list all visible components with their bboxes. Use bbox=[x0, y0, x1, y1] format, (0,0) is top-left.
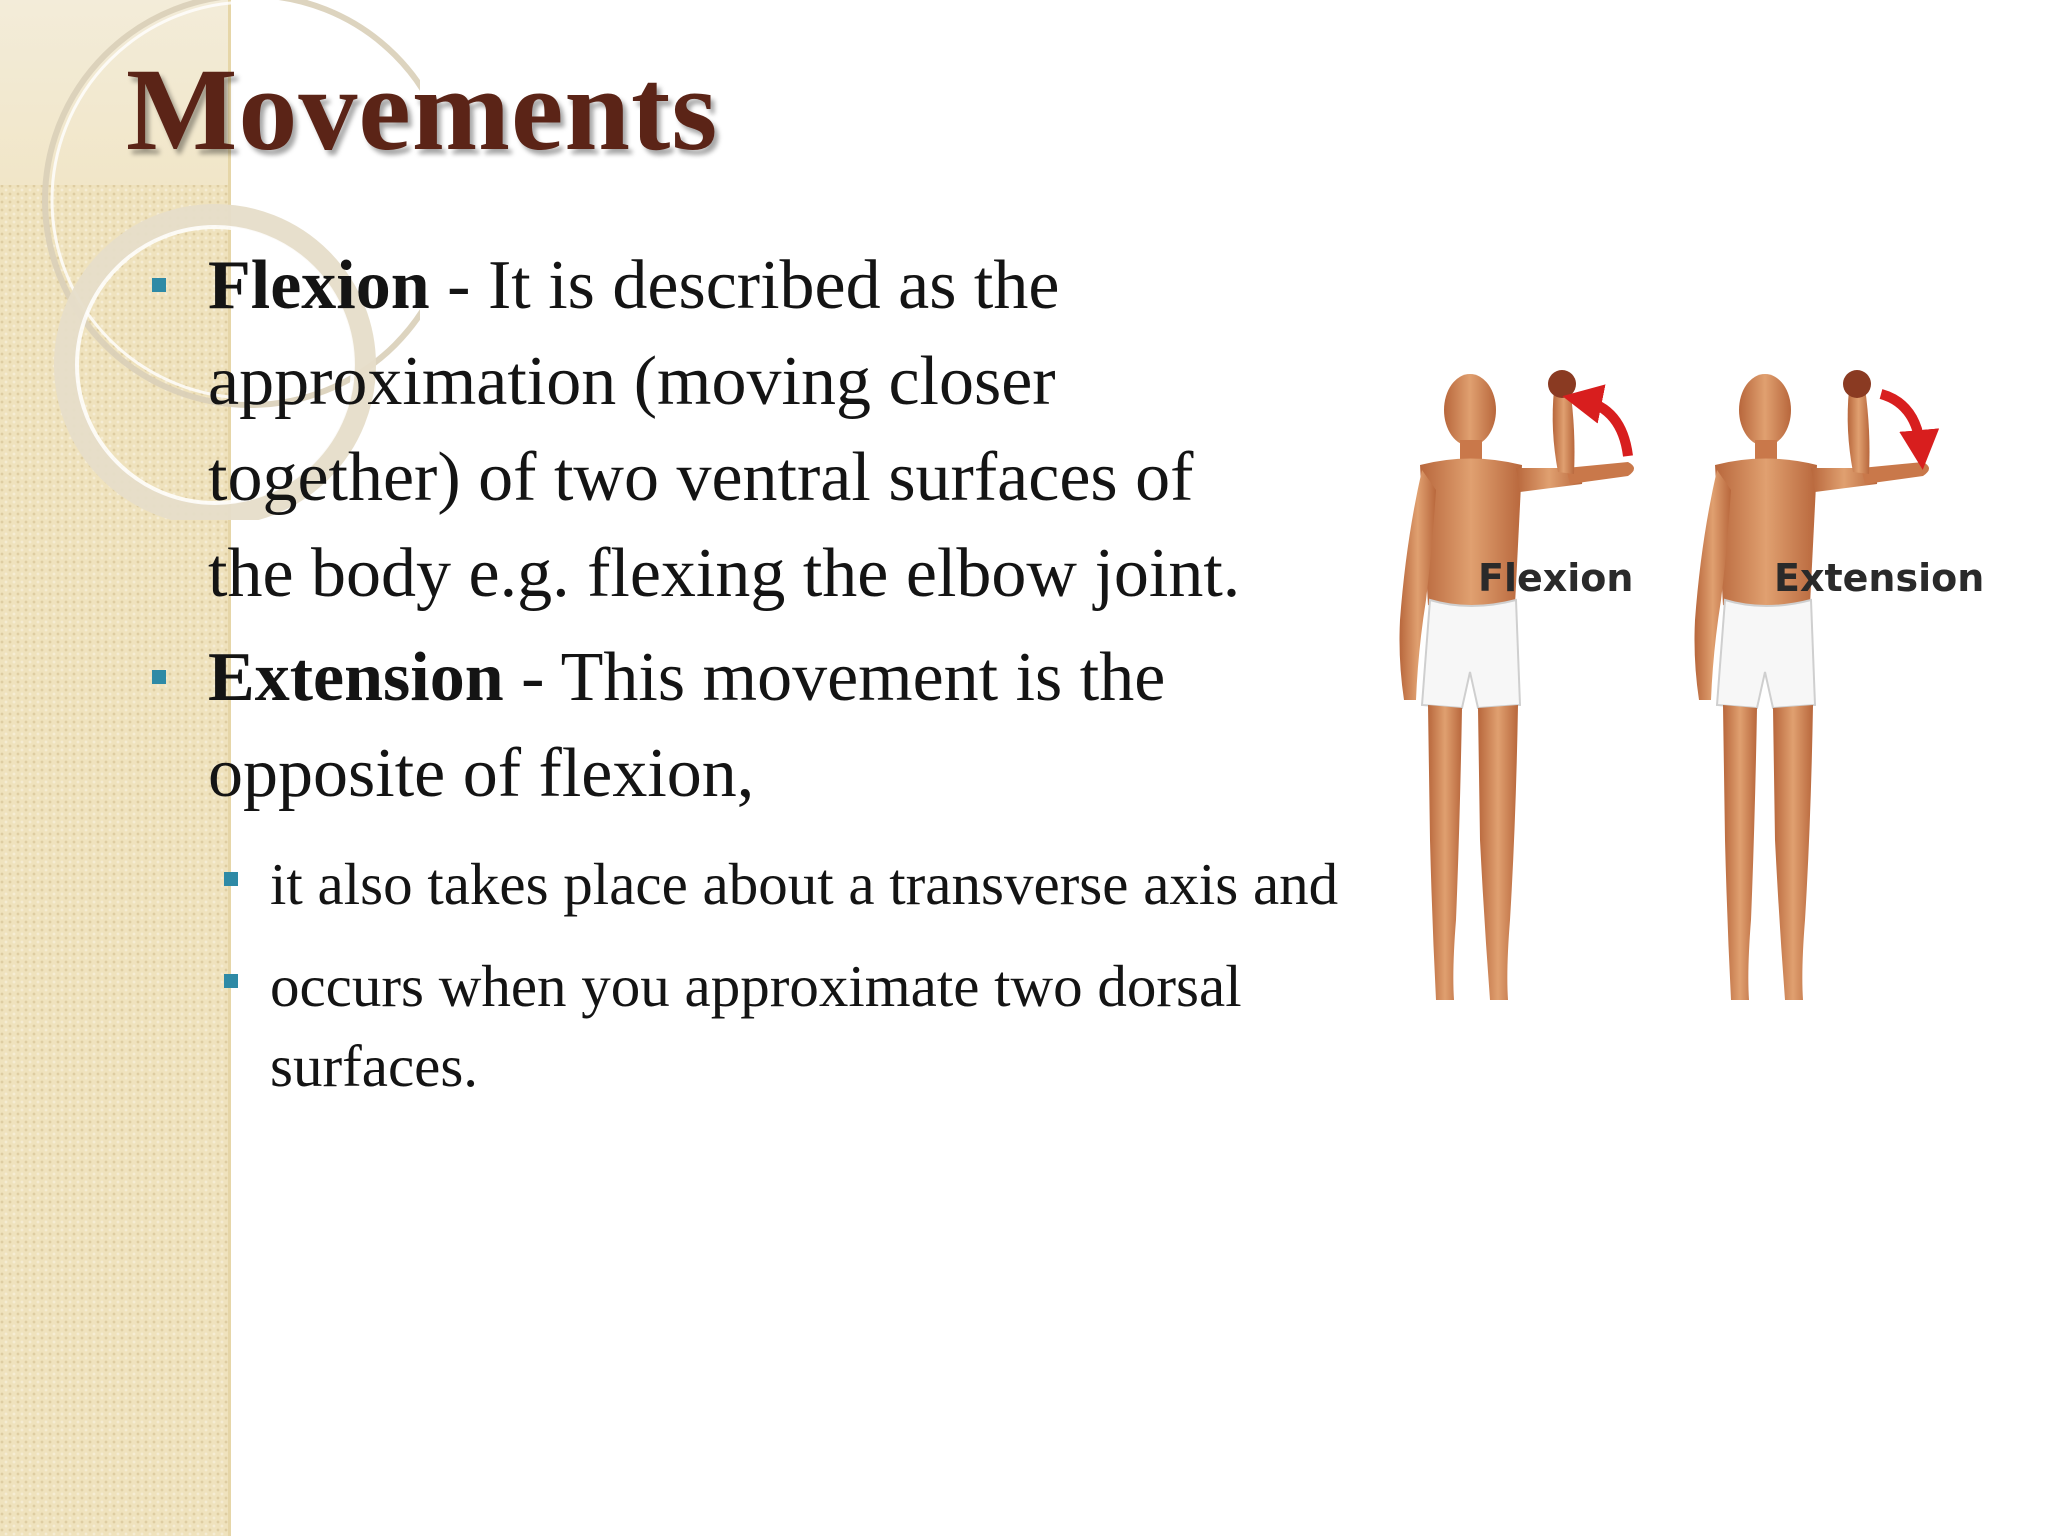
term-flexion: Flexion bbox=[208, 247, 430, 324]
square-bullet-icon bbox=[224, 974, 238, 988]
flexion-description: - It is described as the approximation (moving closer together) of two ventral surfaces of the body e.g. flexing the elbow joint. bbox=[208, 247, 1241, 612]
square-bullet-icon bbox=[152, 278, 166, 292]
flexion-extension-illustration bbox=[1370, 360, 1990, 1100]
bullet-list bbox=[148, 238, 1339, 1106]
slide-title: Movements bbox=[126, 44, 719, 175]
square-bullet-icon bbox=[224, 872, 238, 886]
figure-label-extension: Extension bbox=[1774, 556, 1985, 600]
extension-description: - This movement is the opposite of flexion, bbox=[208, 639, 1166, 812]
figure-extension bbox=[1695, 370, 1930, 1000]
bullet-extension bbox=[148, 630, 1268, 822]
term-extension: Extension bbox=[208, 639, 504, 716]
bullet-flexion bbox=[148, 238, 1268, 622]
sub-bullet-dorsal-surfaces bbox=[148, 946, 1430, 1106]
sub-bullet-text: it also takes place about a transverse axis and bbox=[270, 851, 1339, 917]
figure-label-flexion: Flexion bbox=[1478, 556, 1634, 600]
sub-bullet-transverse-axis bbox=[148, 844, 1430, 924]
sub-bullet-text: occurs when you approximate two dorsal surfaces. bbox=[270, 953, 1242, 1099]
square-bullet-icon bbox=[152, 670, 166, 684]
figure-flexion bbox=[1400, 370, 1635, 1000]
